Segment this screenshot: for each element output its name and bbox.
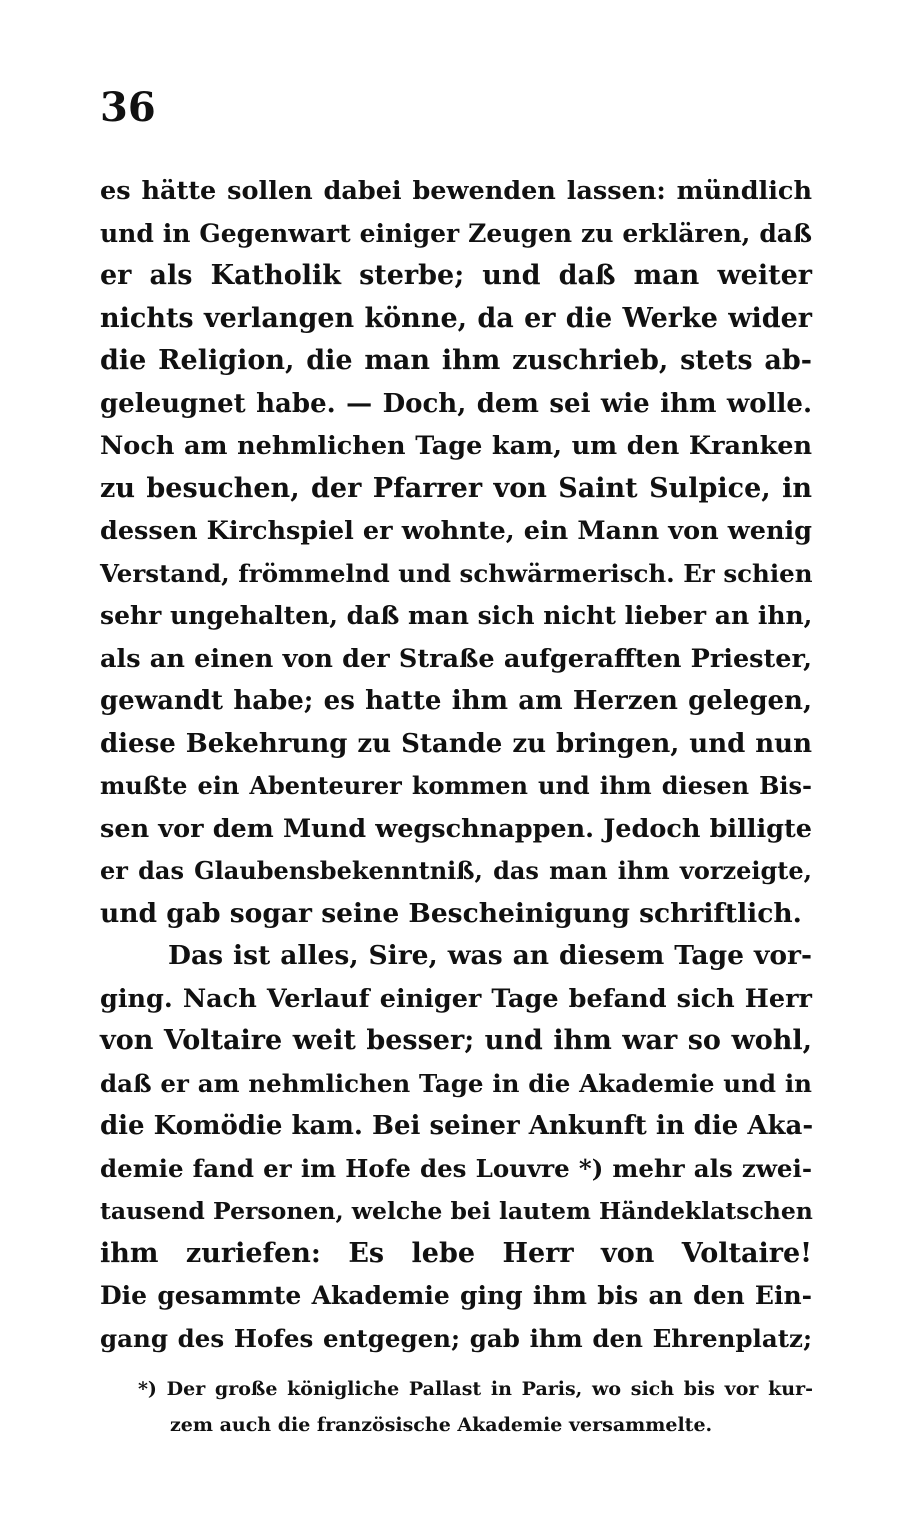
text-line: tausend Personen, welche bei lautem Händeklatschen: [100, 1197, 813, 1225]
text-line: gewandt habe; es hatte ihm am Herzen gelegen,: [100, 686, 812, 716]
text-line: sen vor dem Mund wegschnappen. Jedoch billigte: [100, 813, 812, 844]
text-line: und in Gegenwart einiger Zeugen zu erklären, daß: [100, 218, 812, 248]
text-line: geleugnet habe. — Doch, dem sei wie ihm wolle.: [100, 388, 812, 419]
text-line: sehr ungehalten, daß man sich nicht lieber an ihn,: [100, 601, 813, 630]
text-line: er als Katholik sterbe; und daß man weiter: [100, 260, 812, 291]
text-line: von Voltaire weit besser; und ihm war so wohl,: [100, 1025, 812, 1056]
text-line: mußte ein Abenteurer kommen und ihm diesen Bis-: [100, 771, 812, 800]
text-line: Verstand, frömmelnd und schwärmerisch. Er schien: [100, 558, 813, 588]
body-text: [100, 170, 812, 1360]
text-line: Noch am nehmlichen Tage kam, um den Kranken: [100, 431, 812, 461]
page-number: 36: [100, 84, 156, 131]
text-line: dessen Kirchspiel er wohnte, ein Mann von wenig: [100, 516, 812, 546]
text-line: ging. Nach Verlauf einiger Tage befand sich Herr: [100, 983, 812, 1014]
footnote: [138, 1371, 813, 1443]
text-line: ihm zuriefen: Es lebe Herr von Voltaire!: [100, 1237, 812, 1269]
text-line: diese Bekehrung zu Stande zu bringen, und nun: [100, 728, 812, 759]
text-line: demie fand er im Hofe des Louvre *) mehr als zwei-: [100, 1153, 812, 1183]
footnote-line: zem auch die französische Akademie versammelte.: [170, 1414, 713, 1436]
text-line: Das ist alles, Sire, was an diesem Tage vor-: [168, 940, 812, 971]
text-line: daß er am nehmlichen Tage in die Akademie und in: [100, 1068, 812, 1098]
text-line: zu besuchen, der Pfarrer von Saint Sulpice, in: [100, 472, 812, 504]
text-line: die Religion, die man ihm zuschrieb, stets ab-: [100, 345, 812, 376]
text-line: als an einen von der Straße aufgerafften Priester,: [100, 643, 812, 674]
footnote-line: *) Der große königliche Pallast in Paris, wo sich bis vor kur-: [138, 1378, 813, 1400]
text-line: die Komödie kam. Bei seiner Ankunft in die Aka-: [100, 1111, 814, 1141]
text-line: es hätte sollen dabei bewenden lassen: mündlich: [100, 176, 812, 206]
text-line: nichts verlangen könne, da er die Werke wider: [100, 302, 812, 334]
text-line: und gab sogar seine Bescheinigung schriftlich.: [100, 897, 802, 929]
text-line: er das Glaubensbekenntniß, das man ihm vorzeigte,: [100, 856, 812, 885]
text-line: gang des Hofes entgegen; gab ihm den Ehrenplatz;: [100, 1323, 812, 1353]
text-line: Die gesammte Akademie ging ihm bis an den Ein-: [100, 1281, 812, 1310]
